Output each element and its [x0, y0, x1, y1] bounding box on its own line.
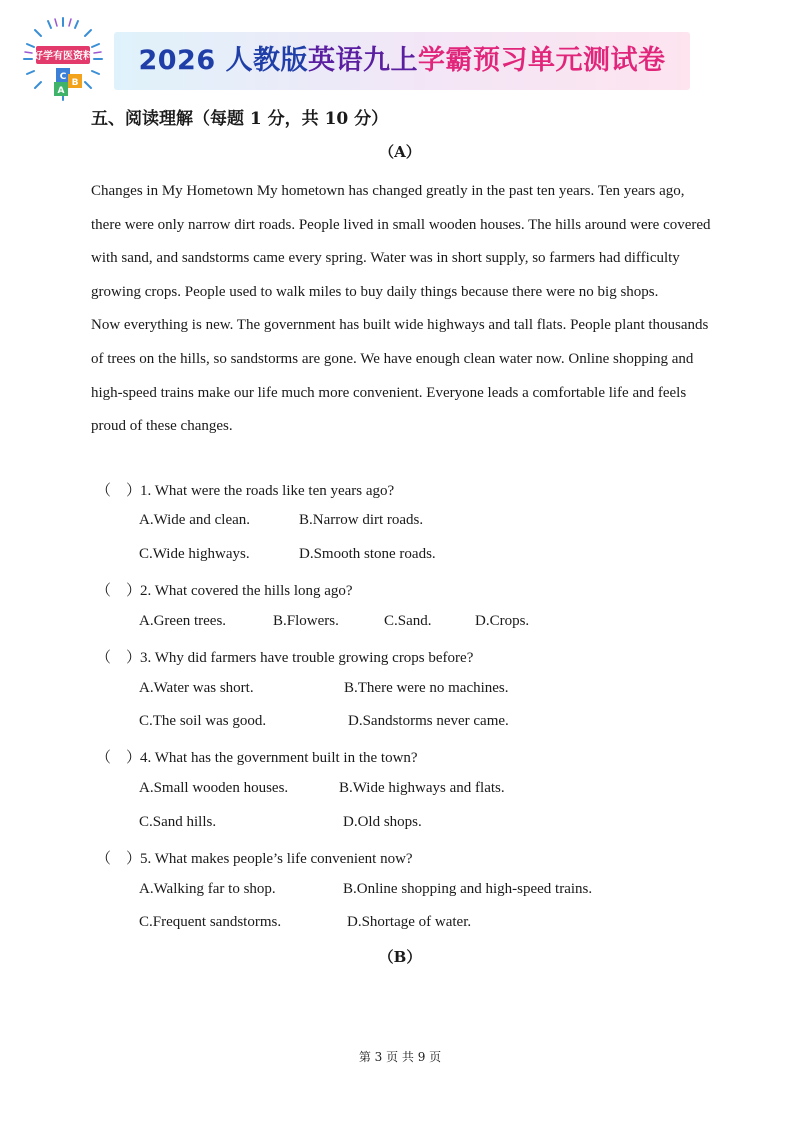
option-a: A.Wide and clean. [139, 512, 251, 528]
option-d: D.Smooth stone roads. [299, 546, 436, 562]
option-c: C.Sand. [384, 613, 432, 629]
question-1 [96, 479, 394, 500]
svg-text:好学有医资料: 好学有医资料 [33, 51, 93, 62]
option-d: D.Old shops. [343, 814, 422, 830]
option-c: C.The soil was good. [139, 713, 267, 729]
option-a: A.Walking far to shop. [139, 881, 276, 897]
title-subject: 英语九上 [308, 45, 419, 76]
title-test-name: 学霸预习单元测试卷 [418, 45, 666, 76]
option-d: D.Shortage of water. [347, 914, 472, 930]
option-b: B.Flowers. [273, 613, 339, 629]
question-3 [96, 646, 473, 667]
option-b: B.Wide highways and flats. [339, 780, 505, 796]
answer-blank[interactable]: （ ） [96, 750, 142, 766]
question-text: 4. What has the government built in the town? [140, 750, 418, 766]
option-a: A.Small wooden houses. [139, 780, 289, 796]
part-a-label: （A） [379, 143, 421, 161]
question-text: 3. Why did farmers have trouble growing crops before? [140, 650, 474, 666]
option-a: A.Green trees. [139, 613, 227, 629]
question-text: 5. What makes people’s life convenient now? [140, 851, 413, 867]
svg-text:A: A [57, 86, 65, 96]
answer-blank[interactable]: （ ） [96, 851, 142, 867]
answer-blank[interactable]: （ ） [96, 650, 142, 666]
question-text: 1. What were the roads like ten years ago? [140, 483, 395, 499]
answer-blank[interactable]: （ ） [96, 583, 142, 599]
option-a: A.Water was short. [139, 680, 254, 696]
question-5 [96, 847, 413, 868]
option-c: C.Frequent sandstorms. [139, 914, 282, 930]
passage-paragraph-1: Changes in My Hometown My hometown has changed greatly in the past ten years. Ten years ago, there were only narrow dirt roads. People lived in small wooden houses. The hills around were covered with sand, and sandstorms came every spring. Water was in short supply, so farmers had difficulty growing crops. People used to walk miles to buy daily things because there were no big shops. [91, 183, 711, 300]
option-d: D.Sandstorms never came. [348, 713, 509, 729]
question-text: 2. What covered the hills long ago? [140, 583, 353, 599]
publisher-logo [22, 16, 104, 102]
reading-passage [91, 175, 711, 444]
svg-text:C: C [59, 72, 67, 82]
question-2 [96, 579, 353, 600]
section-heading: 五、阅读理解（每题 1 分，共 10 分） [91, 109, 389, 129]
option-c: C.Wide highways. [139, 546, 250, 562]
page-number: 第 3 页 共 9 页 [358, 1050, 442, 1064]
part-b-label: （B） [378, 948, 422, 966]
title-banner [114, 32, 690, 90]
svg-text:B: B [71, 78, 79, 88]
document-title [114, 32, 690, 90]
option-b: B.There were no machines. [344, 680, 509, 696]
passage-paragraph-2: Now everything is new. The government has built wide highways and tall flats. People plant thousands of trees on the hills, so sandstorms are gone. We have enough clean water now. Online shopping and high-speed trains make our life much more convenient. Everyone leads a comfortable life and feels proud of these changes. [91, 317, 709, 435]
option-b: B.Narrow dirt roads. [299, 512, 424, 528]
question-4 [96, 746, 418, 767]
title-grade-prefix: 2026 人教版 [138, 45, 309, 76]
answer-blank[interactable]: （ ） [96, 483, 142, 499]
option-d: D.Crops. [475, 613, 530, 629]
option-c: C.Sand hills. [139, 814, 217, 830]
option-b: B.Online shopping and high-speed trains. [343, 881, 593, 897]
